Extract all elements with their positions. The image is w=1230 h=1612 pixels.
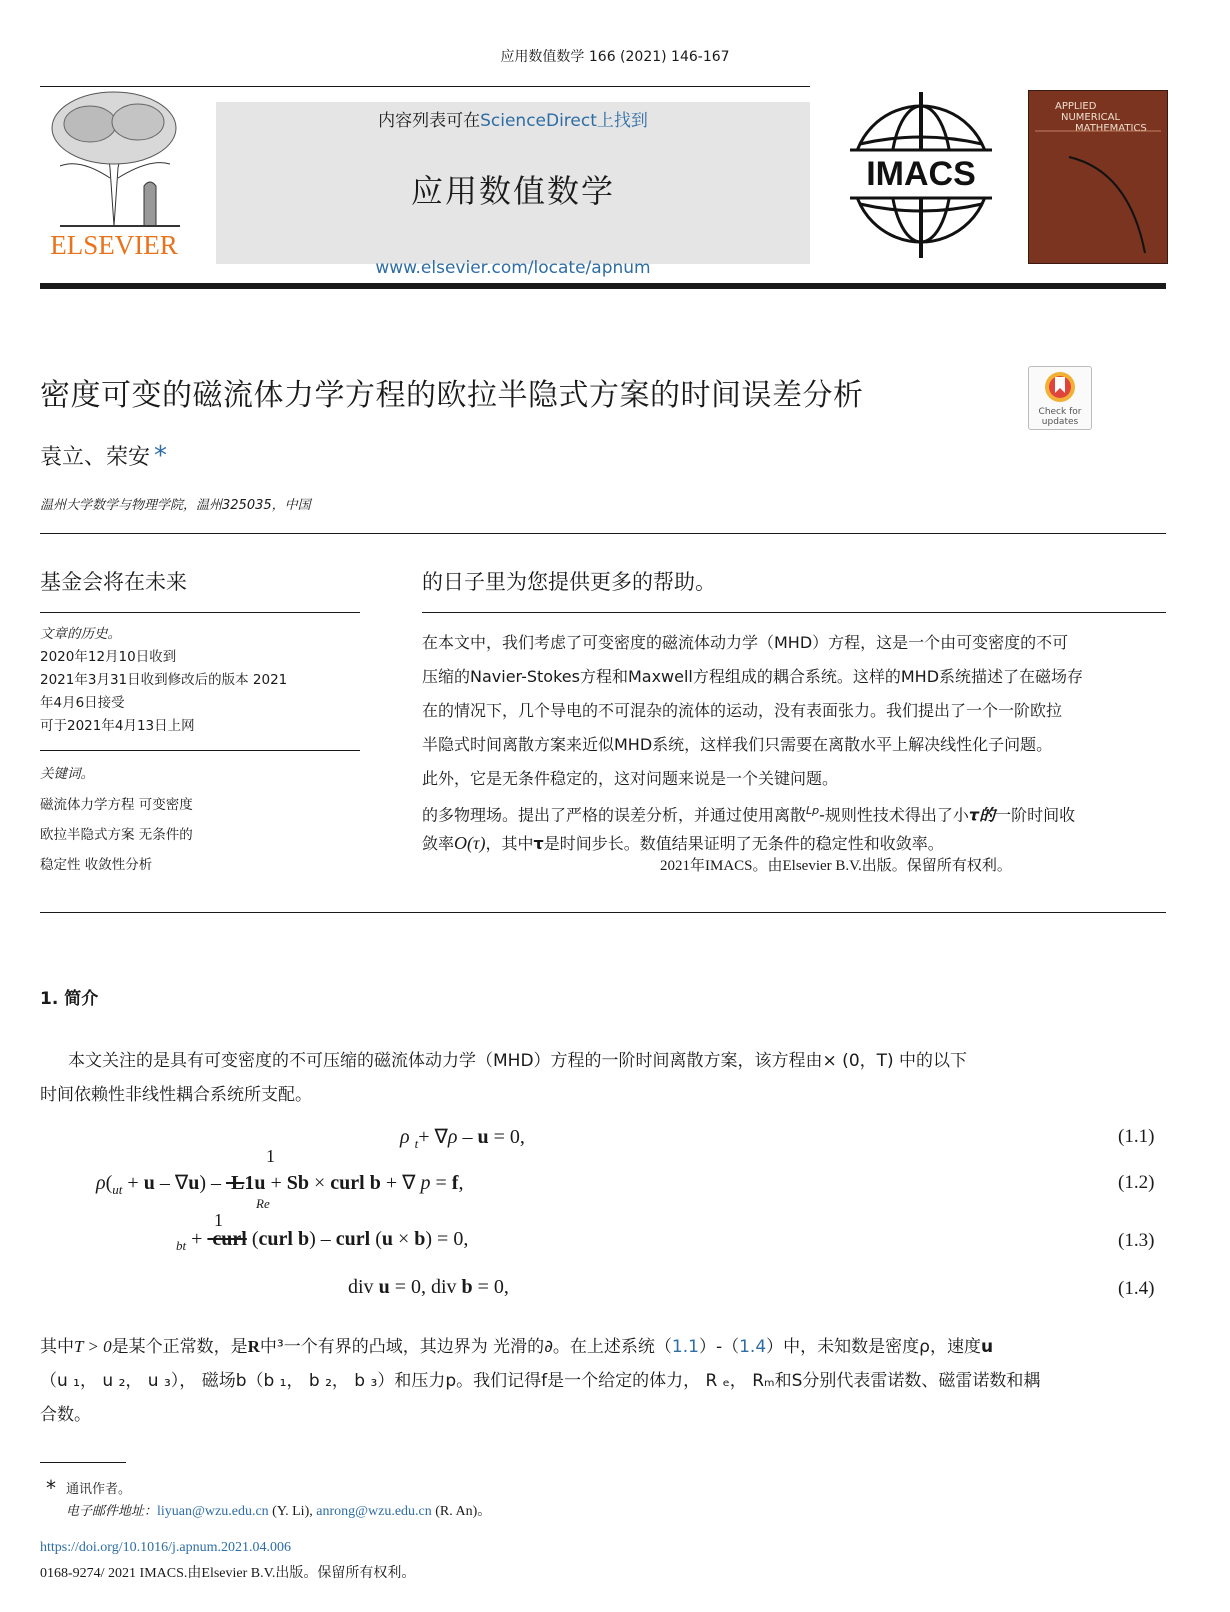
contents-prefix: 内容列表可在	[378, 111, 481, 131]
tau-symbol: τ	[533, 834, 544, 854]
issn-line: 0168-9274/ 2021 IMACS.由Elsevier B.V.出版。保留所有权利。	[40, 1566, 416, 1581]
keywords-label: 关键词。	[40, 766, 94, 782]
article-title: 密度可变的磁流体力学方程的欧拉半隐式方案的时间误差分析	[40, 378, 864, 413]
info-rule	[40, 750, 360, 751]
email-label: 电子邮件地址：	[66, 1504, 158, 1519]
history-item: 2021年3月31日收到修改后的版本 2021	[40, 672, 288, 688]
cover-title-line: APPLIED	[1055, 101, 1097, 112]
header-top-rule	[40, 86, 810, 87]
abstract-fragment: ，其中	[485, 834, 534, 854]
equation-1-4: div u = 0, div b = 0,	[348, 1276, 509, 1298]
paragraph-fragment: ）中，未知数是密度ρ，速度	[766, 1337, 981, 1357]
keywords-list	[40, 790, 193, 880]
abstract-fragment: 的多物理场。提出了严格的误差分析，并通过使用离散	[422, 805, 807, 825]
corresponding-author-mark[interactable]: *	[154, 441, 168, 471]
math-fragment: u	[980, 1337, 994, 1357]
abstract-line: 压缩的Navier-Stokes方程和Maxwell方程组成的耦合系统。这样的MHD系统描述了在磁场存	[422, 667, 1084, 686]
history-item: 2020年12月10日收到	[40, 649, 177, 665]
keyword-item: 稳定性 收敛性分析	[40, 857, 153, 873]
paragraph-line: 时间依赖性非线性耦合系统所支配。	[40, 1085, 312, 1105]
elsevier-logo	[40, 88, 188, 268]
history-item: 可于2021年4月13日上网	[40, 718, 195, 734]
sciencedirect-link[interactable]: ScienceDirect	[480, 111, 597, 131]
cover-title-line: NUMERICAL	[1061, 112, 1121, 123]
email-owner: (Y. Li),	[272, 1504, 313, 1519]
check-for-updates-badge[interactable]	[1028, 366, 1092, 430]
abstract-line: 在的情况下，几个导电的不可混杂的流体的运动，没有表面张力。我们提出了一个一阶欧拉	[422, 701, 1063, 720]
paragraph-line: （u ₁， u ₂， u ₃）， 磁场b（b ₁， b ₂， b ₃）和压力p。我们记得f是一个给定的体力， R ₑ， Rₘ和S分别代表雷诺数、磁雷诺数和耦	[40, 1371, 1041, 1391]
contents-suffix: 上找到	[596, 111, 648, 131]
tau-symbol: τ的	[968, 805, 996, 825]
corresponding-author-note: 通讯作者。	[66, 1482, 132, 1497]
keyword-item: 欧拉半隐式方案 无条件的	[40, 827, 193, 843]
math-fragment: T > 0	[74, 1337, 112, 1356]
section-rule	[40, 533, 1166, 534]
journal-title: 应用数值数学	[410, 172, 615, 210]
abstract-line	[422, 798, 1166, 828]
imacs-wordmark: IMACS	[866, 155, 976, 193]
equation-1-3: 1 $_{bt}$ + curl (curl b) – curl (u × b) = 0,	[176, 1210, 469, 1253]
copyright-notice: 2021年IMACS。由Elsevier B.V.出版。保留所有权利。	[660, 858, 1012, 874]
keyword-item: 磁流体力学方程 可变密度	[40, 797, 193, 813]
abstract-line: 此外，它是无条件稳定的，这对问题来说是一个关键问题。	[422, 769, 839, 788]
affiliation: 温州大学数学与物理学院，温州325035，中国	[40, 498, 311, 513]
email-link[interactable]: liyuan@wzu.edu.cn	[157, 1504, 269, 1519]
journal-cover-thumbnail	[1028, 90, 1168, 264]
cover-graphic-icon	[1029, 91, 1167, 263]
header-thick-rule	[40, 283, 1166, 289]
article-info-heading: 基金会将在未来	[40, 570, 187, 594]
abstract-rule	[422, 612, 1166, 613]
footnote-mark: *	[46, 1476, 56, 1500]
abstract-fragment: 敛率	[422, 834, 455, 854]
big-o-expression: O(τ)	[454, 833, 486, 854]
paragraph-fragment: 是某个正常数，是	[111, 1337, 248, 1357]
email-owner: (R. An)。	[435, 1504, 492, 1519]
paragraph-line	[40, 1330, 1166, 1364]
footnote-rule	[40, 1462, 126, 1463]
definitions-paragraph	[40, 1330, 1166, 1432]
equation-ref-link[interactable]: 1.4	[739, 1337, 767, 1357]
journal-reference: 应用数值数学 166 (2021) 146-167	[500, 49, 730, 65]
elsevier-tree-icon	[40, 88, 188, 228]
equation-1-2: 1 $\rho(_{ut} + u - \nabla u) - L1u + Sb$ × curl b + ∇ p = f, Re	[96, 1146, 464, 1211]
abstract-heading: 的日子里为您提供更多的帮助。	[422, 570, 716, 594]
bookmark-icon	[1029, 367, 1091, 407]
section-heading: 1. 简介	[40, 989, 99, 1009]
email-footnote	[66, 1500, 491, 1520]
paragraph-fragment: 其中	[40, 1337, 74, 1357]
paragraph-fragment: 中³一个有界的凸域，其边界为 光滑的∂。在上述系统（	[259, 1337, 672, 1357]
check-updates-line: updates	[1041, 417, 1079, 427]
email-link[interactable]: anrong@wzu.edu.cn	[316, 1504, 432, 1519]
check-updates-line: Check for	[1038, 407, 1082, 417]
abstract-line: 在本文中，我们考虑了可变密度的磁流体动力学（MHD）方程，这是一个由可变密度的不可	[422, 633, 1069, 652]
equation-number: (1.4)	[1118, 1278, 1155, 1299]
equation-ref-link[interactable]: 1.1	[671, 1337, 699, 1357]
abstract-body	[422, 626, 1166, 859]
history-item: 年4月6日接受	[40, 695, 125, 711]
check-updates-text	[1029, 407, 1091, 427]
journal-header-box	[216, 102, 810, 264]
equation-number: (1.3)	[1118, 1230, 1155, 1251]
equation-number: (1.2)	[1118, 1172, 1155, 1193]
author-names: 袁立、荣安	[40, 445, 151, 470]
abstract-fragment: -规则性技术得出了小	[819, 805, 969, 825]
equation-number: (1.1)	[1118, 1126, 1155, 1147]
intro-paragraph	[40, 1044, 1166, 1112]
journal-url-link[interactable]: www.elsevier.com/locate/apnum	[375, 258, 651, 278]
math-fragment: R	[247, 1337, 260, 1356]
equation-1-1: ρ $_t$+ ∇ρ – u = 0,	[400, 1126, 525, 1151]
paragraph-fragment: ）-（	[698, 1337, 740, 1357]
abstract-fragment: 是时间步长。数值结果证明了无条件的稳定性和收敛率。	[543, 834, 944, 854]
history-label: 文章的历史。	[40, 626, 121, 642]
author-list	[40, 440, 167, 471]
section-rule	[40, 912, 1166, 913]
paragraph-line: 合数。	[40, 1405, 91, 1425]
paragraph-line: 本文关注的是具有可变密度的不可压缩的磁流体动力学（MHD）方程的一阶时间离散方案，该方程由× (0，T) 中的以下	[68, 1051, 968, 1071]
abstract-line: 半隐式时间离散方案来近似MHD系统，这样我们只需要在离散水平上解决线性化子问题。	[422, 735, 1053, 754]
lp-superscript: Lp	[806, 804, 820, 817]
info-rule	[40, 612, 360, 613]
elsevier-wordmark: ELSEVIER	[50, 230, 178, 260]
imacs-logo	[848, 90, 994, 260]
abstract-fragment: 一阶时间收	[995, 805, 1076, 825]
history-list	[40, 646, 287, 738]
contents-availability	[216, 106, 810, 131]
doi-link[interactable]: https://doi.org/10.1016/j.apnum.2021.04.006	[40, 1540, 291, 1555]
cover-title-line: MATHEMATICS	[1075, 123, 1147, 134]
